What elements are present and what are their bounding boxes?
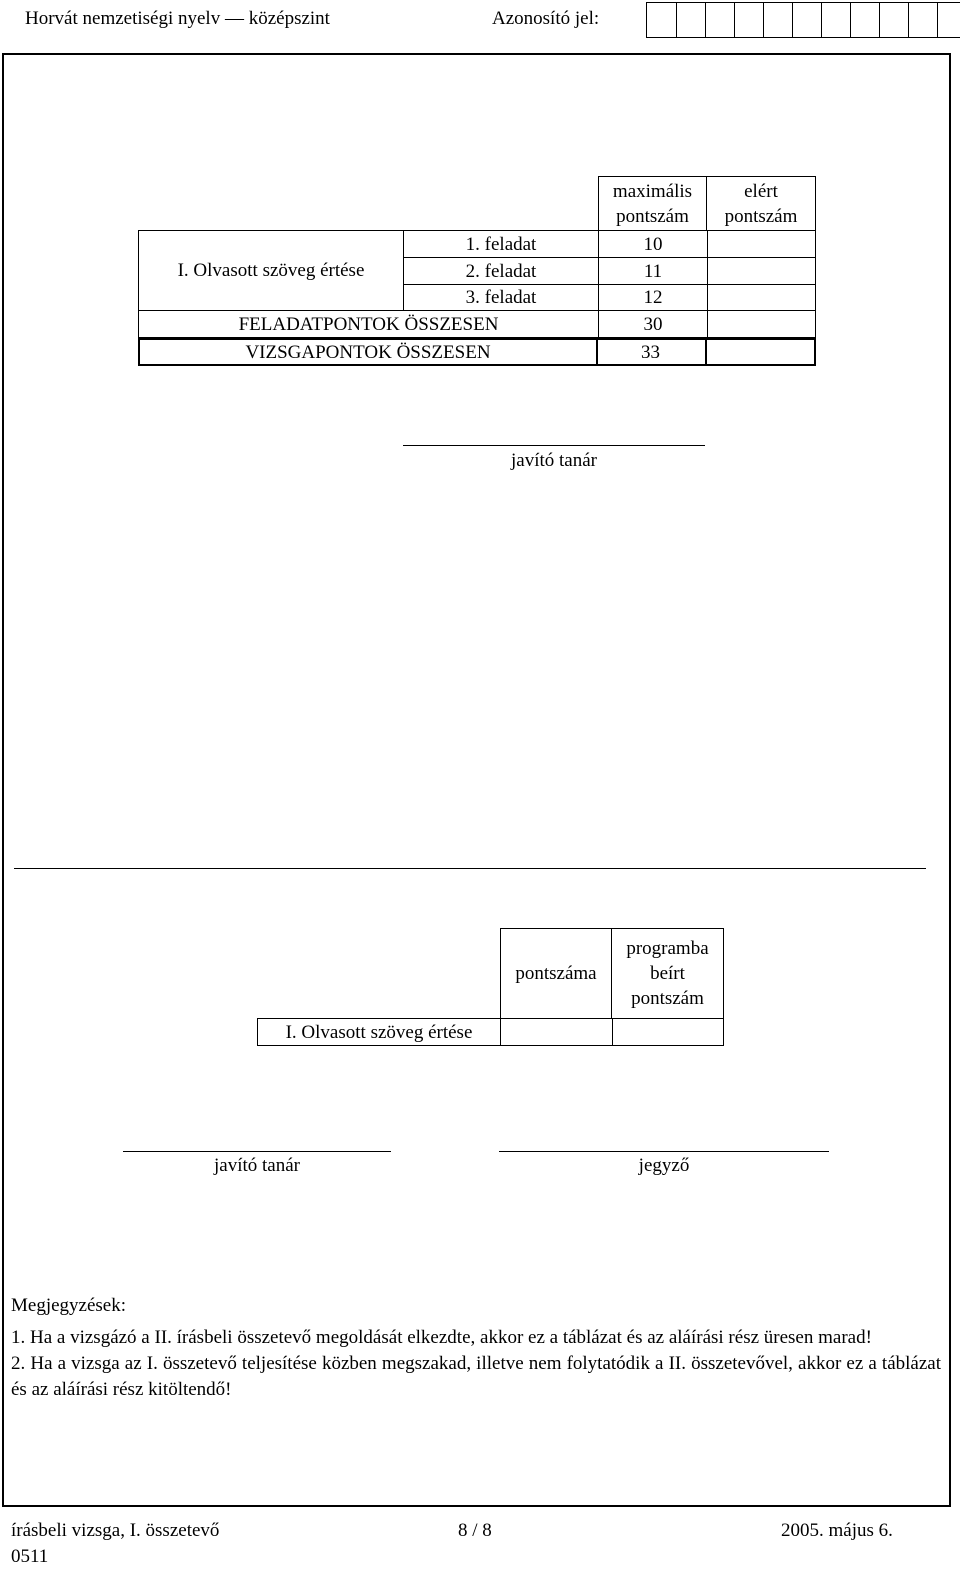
footer-code: 0511 (11, 1546, 49, 1567)
task-achieved-input[interactable] (707, 230, 816, 257)
id-label: Azonosító jel: (492, 8, 600, 29)
signature-label-notary: jegyző (638, 1155, 690, 1176)
entry-program-input[interactable] (612, 1018, 724, 1046)
footer-exam: írásbeli vizsga, I. összetevő (11, 1520, 220, 1541)
notes (11, 1293, 941, 1403)
col-header-achieved: elért pontszám (707, 176, 816, 230)
id-box[interactable] (734, 3, 763, 37)
id-box[interactable] (908, 3, 937, 37)
id-box[interactable] (850, 3, 879, 37)
entry-score-input[interactable] (500, 1018, 612, 1046)
task-achieved-input[interactable] (707, 257, 816, 284)
task-max: 12 (598, 284, 707, 311)
task-label: 3. feladat (403, 284, 598, 311)
id-box[interactable] (792, 3, 821, 37)
id-box[interactable] (879, 3, 908, 37)
exam-total-label: VIZSGAPONTOK ÖSSZESEN (138, 338, 598, 366)
id-boxes[interactable] (646, 2, 960, 38)
task-label: 2. feladat (403, 257, 598, 284)
signature-label: javító tanár (511, 450, 597, 471)
id-box[interactable] (937, 3, 960, 37)
task-max: 10 (598, 230, 707, 257)
task-total-max: 30 (598, 311, 707, 338)
task-achieved-input[interactable] (707, 284, 816, 311)
footer-page: 8 / 8 (458, 1520, 492, 1541)
signature-line[interactable] (403, 445, 705, 446)
task-total-achieved-input[interactable] (707, 311, 816, 338)
col-header-score: pontszáma (500, 928, 612, 1018)
separator-line (14, 868, 926, 869)
task-total-label: FELADATPONTOK ÖSSZESEN (138, 311, 598, 338)
note-item: 1. Ha a vizsgázó a II. írásbeli összetevő megoldását elkezdte, akkor ez a táblázat és az aláírási rész üresen marad! (11, 1327, 872, 1348)
signature-line-notary[interactable] (499, 1151, 829, 1152)
task-max: 11 (598, 257, 707, 284)
task-label: 1. feladat (403, 230, 598, 257)
id-box[interactable] (705, 3, 734, 37)
id-box[interactable] (763, 3, 792, 37)
exam-total-achieved-input[interactable] (705, 338, 816, 366)
signature-label-teacher: javító tanár (214, 1155, 300, 1176)
section-label: I. Olvasott szöveg értése (138, 230, 403, 311)
entry-row-label: I. Olvasott szöveg értése (257, 1018, 500, 1046)
col-header-max: maximális pontszám (598, 176, 707, 230)
id-box[interactable] (676, 3, 705, 37)
id-box[interactable] (647, 3, 676, 37)
notes-title: Megjegyzések: (11, 1295, 127, 1316)
exam-total-max: 33 (596, 338, 707, 366)
note-item: 2. Ha a vizsga az I. összetevő teljesítése közben megszakad, illetve nem folytatódik a II. összetevővel, akkor ez a táblázat és az aláírási rész kitöltendő! (11, 1353, 941, 1400)
col-header-program: programba beírt pontszám (612, 928, 724, 1018)
document-title: Horvát nemzetiségi nyelv — középszint (25, 8, 330, 29)
id-box[interactable] (821, 3, 850, 37)
signature-line-teacher[interactable] (123, 1151, 391, 1152)
footer-date: 2005. május 6. (781, 1520, 893, 1541)
